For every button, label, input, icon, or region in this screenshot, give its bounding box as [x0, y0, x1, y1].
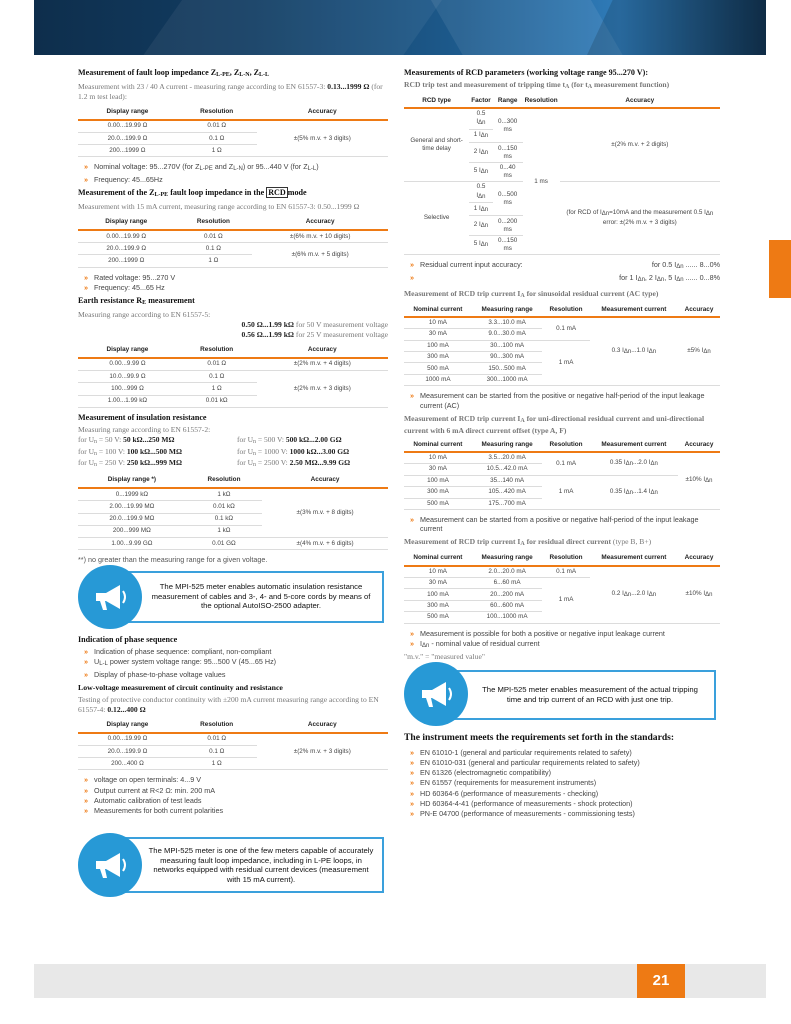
list-item: » Output current at R<2 Ω: min. 200 mA	[84, 786, 388, 795]
b-title: Measurement of RCD trip current IA for residual direct current (type B, B+)	[404, 537, 652, 548]
table-row: 10.0...99.9 Ω 0.1 Ω ±(2% m.v. + 3 digits)	[78, 371, 388, 383]
table-row: 200...1999 Ω 1 Ω	[78, 145, 388, 157]
callout-text: The MPI-525 meter is one of the few meters capable of accurately measuring fault loop impedance, including in L-PE loops, in networks equipped with residual current devices (measurement with 15 mA current).	[148, 846, 374, 884]
insulation-footnote: **) no greater than the measuring range for a given voltage.	[78, 555, 268, 565]
fault-loop-title: Measurement of fault loop impedance ZL-PE, ZL-N, ZL-L	[78, 68, 270, 78]
table-row: 10 mA 3.5...20.0 mA 0.1 mA 0.35 IΔn...2.0 IΔn ±10% IΔn	[404, 452, 720, 464]
list-item: » EN 61326 (electromagnetic compatibility)	[410, 768, 720, 777]
callout-rcd	[404, 670, 720, 720]
continuity-desc: Testing of protective conductor continuity with ±200 mA current measuring range according to EN 61557-4: 0.12...400 Ω	[78, 694, 379, 714]
list-item: for Un = 1000 V: 1000 kΩ...3.00 GΩ	[237, 446, 350, 457]
list-item: » PN-E 04700 (performance of measurements - commissioning tests)	[410, 809, 720, 818]
table-row: Selective 0.5 IΔn 0...500 ms (for RCD of IΔn=10mA and the measurement 0.5 IΔn error: ±(2% m.v. + 3 digits)	[404, 182, 720, 203]
table-row: 30 mA 6...60 mA 1 mA	[404, 577, 720, 588]
list-item: » Indication of phase sequence: compliant, non-compliant	[84, 647, 388, 656]
table-row: 100 mA 35...140 mA 1 mA 0.35 IΔn...1.4 IΔn	[404, 475, 720, 486]
lpe-rcd-desc: Measurement with 15 mA current, measuring range according to EN 61557-3: 0.50...1999 Ω	[78, 201, 360, 211]
table-row: 20.0...199.9 Ω 0.1 Ω	[78, 132, 388, 144]
list-item: » Frequency: 45...65 Hz	[84, 283, 388, 292]
list-item: for Un = 250 V: 250 kΩ...999 MΩ	[78, 458, 182, 469]
list-item: » voltage on open terminals: 4...9 V	[84, 775, 388, 784]
side-tab-marker	[769, 240, 791, 298]
table-row: 30 mA 9.0...30.0 mA	[404, 329, 720, 340]
page-header-banner	[34, 0, 766, 55]
earth-range-50v: 0.50 Ω...1.99 kΩ for 50 V measurement voltage	[241, 319, 388, 329]
lpe-rcd-title: Measurement of the ZL-PE fault loop impedance in the RCD mode	[78, 188, 307, 199]
earth-desc: Measuring range according to EN 61557-5:	[78, 309, 211, 319]
residual-accuracy	[410, 260, 720, 284]
table-row: 5 IΔn 0...40 ms	[404, 162, 720, 181]
list-item: for Un = 100 V: 100 kΩ...500 MΩ	[78, 446, 182, 457]
lpe-rcd-bullets	[84, 273, 388, 292]
mv-note: "m.v." = "measured value"	[404, 651, 485, 661]
table-row: 500 mA 150...500 mA	[404, 363, 720, 374]
fault-loop-desc: Measurement with 23 / 40 A current - measuring range according to EN 61557-3: 0.13...1999 Ω (for 1.2 m test lead):	[78, 81, 383, 101]
table-row: 2 IΔn 0...200 ms	[404, 216, 720, 235]
callout-autoiso	[78, 571, 388, 623]
b-table: Nominal current Measuring range Resolution Measurement current Accuracy 10 mA 2.0...20.0 mA 0.1 mA 0.2 IΔn...2.0 IΔn ±10% IΔn 30 mA 6...60 mA 1 mA 100 mA 20...200 mA 300 mA 60...600 mA 500 mA 100...1000 mA	[404, 552, 720, 623]
standards-list	[410, 748, 720, 819]
earth-table: Display range Resolution Accuracy 0.00...9.99 Ω 0.01 Ω ±(2% m.v. + 4 digits) 10.0...99.9 Ω 0.1 Ω ±(2% m.v. + 3 digits) 100...999 Ω 1 Ω 1.00...1.99 kΩ 0.01 kΩ	[78, 343, 388, 408]
right-column	[404, 66, 720, 822]
earth-title: Earth resistance RE measurement	[78, 296, 195, 307]
ac-note	[410, 391, 720, 409]
insulation-desc: Measuring range according to EN 61557-2:	[78, 424, 211, 434]
table-row: 200...1999 Ω 1 Ω	[78, 255, 388, 267]
phase-bullets	[84, 647, 388, 679]
trip-time-title: RCD trip test and measurement of tripping time tA (for tA measurement function)	[404, 80, 670, 91]
table-row: 1.00...1.99 kΩ 0.01 kΩ	[78, 395, 388, 407]
table-row: 0.00...19.99 Ω 0.01 Ω ±(2% m.v. + 3 digits)	[78, 733, 388, 746]
list-item: » HD 60364-4-41 (performance of measurements - shock protection)	[410, 799, 720, 808]
list-item: for Un = 50 V: 50 kΩ...250 MΩ	[78, 434, 175, 445]
continuity-table: Display range Resolution Accuracy 0.00...19.99 Ω 0.01 Ω ±(2% m.v. + 3 digits) 20.0...199.9 Ω 0.1 Ω 200...400 Ω 1 Ω	[78, 718, 388, 771]
list-item: » Measurement is possible for both a positive or negative input leakage current	[410, 629, 720, 638]
table-row: 200...400 Ω 1 Ω	[78, 758, 388, 770]
table-row: 300 mA 90...300 mA	[404, 352, 720, 363]
table-row: General and short-time delay 0.5 IΔn 0...300 ms 1 ms ±(2% m.v. + 2 digits)	[404, 108, 720, 130]
callout-text: The MPI-525 meter enables automatic insulation resistance measurement of cables and 3-, 4- and 5-core cords by means of the optional AutoISO-2500 adapter.	[151, 582, 371, 611]
list-item: » HD 60364-6 (performance of measurements - checking)	[410, 789, 720, 798]
list-item: » Automatic calibration of test leads	[84, 796, 388, 805]
table-row: 10 mA 3.3...10.0 mA 0.1 mA 0.3 IΔn...1.0 IΔn ±5% IΔn	[404, 317, 720, 329]
callout-fault-loop	[78, 837, 388, 893]
table-row: 10 mA 2.0...20.0 mA 0.1 mA 0.2 IΔn...2.0 IΔn ±10% IΔn	[404, 566, 720, 578]
table-row: 1000 mA 300...1000 mA	[404, 374, 720, 385]
ac-title: Measurement of RCD trip current IA for sinusoidal residual current (AC type)	[404, 288, 659, 299]
list-item: for Un = 500 V: 500 kΩ...2.00 GΩ	[237, 434, 342, 445]
table-row: 1 IΔn	[404, 203, 720, 216]
list-item: » IΔn - nominal value of residual current	[410, 639, 720, 651]
list-item: » Measurement can be started from the positive or negative half-period of the input leakage current (AC)	[410, 391, 720, 409]
table-row: 20.0...199.9 Ω 0.1 Ω	[78, 745, 388, 757]
standards-title: The instrument meets the requirements set forth in the standards:	[404, 731, 675, 743]
continuity-bullets	[84, 775, 388, 815]
list-item: » Nominal voltage: 95...270V (for ZL-PE and ZL-N) or 95...440 V (for ZL-L)	[84, 162, 388, 174]
table-row: 300 mA 105...420 mA	[404, 487, 720, 498]
table-row: 200...999 MΩ 1 kΩ	[78, 525, 388, 537]
table-row: 0...1999 kΩ 1 kΩ ±(3% m.v. + 8 digits)	[78, 488, 388, 501]
table-row: 500 mA 175...700 mA	[404, 498, 720, 509]
list-item: » EN 61557 (requirements for measurement instruments)	[410, 778, 720, 787]
left-column	[78, 66, 388, 905]
megaphone-icon	[404, 662, 468, 726]
insulation-table: Display range *) Resolution Accuracy 0...1999 kΩ 1 kΩ ±(3% m.v. + 8 digits) 2.00...19.99 MΩ 0.01 kΩ 20.0...199.9 MΩ 0.1 kΩ 200...999 MΩ 1 kΩ 1.00...9.99 GΩ 0.01 GΩ ±(4% m.v. + 6 digits)	[78, 473, 388, 550]
list-item: » Measurements for both current polarities	[84, 806, 388, 815]
table-row: 100...999 Ω 1 Ω	[78, 383, 388, 395]
table-row: 5 IΔn 0...150 ms	[404, 235, 720, 254]
list-item: » for 1 IΔn, 2 IΔn, 5 IΔn ...... 0...8%	[410, 273, 720, 285]
continuity-title: Low-voltage measurement of circuit continuity and resistance	[78, 682, 283, 692]
b-notes	[410, 629, 720, 651]
callout-text: The MPI-525 meter enables measurement of the actual tripping time and trip current of an RCD with just one trip.	[482, 684, 698, 704]
a-note	[410, 515, 720, 533]
list-item: » Display of phase-to-phase voltage values	[84, 670, 388, 679]
list-item: » EN 61010-031 (general and particular requirements related to safety)	[410, 758, 720, 767]
table-row: 1 IΔn	[404, 130, 720, 143]
list-item: » EN 61010-1 (general and particular requirements related to safety)	[410, 748, 720, 757]
table-row: 2 IΔn 0...150 ms	[404, 143, 720, 162]
lpe-rcd-table: Display range Resolution Accuracy 0.00...19.99 Ω 0.01 Ω ±(6% m.v. + 10 digits) 20.0...199.9 Ω 0.1 Ω ±(6% m.v. + 5 digits) 200...1999 Ω 1 Ω	[78, 215, 388, 268]
rcd-trip-time-table: RCD type Factor Range Resolution Accuracy General and short-time delay 0.5 IΔn 0...300 ms 1 ms ±(2% m.v. + 2 digits) 1 IΔn 2 IΔn 0...150 ms 5 IΔn 0...40 ms Selective 0.5 IΔn 0...500 ms (for RCD of IΔn=10mA and the measurement 0.5 IΔn error: ±(2% m.v. + 3 digits) 1 IΔn 2 IΔn 0...200 ms 5 IΔn 0...150 ms	[404, 95, 720, 255]
list-item: » Frequency: 45...65Hz	[84, 175, 388, 184]
fault-loop-table: Display range Resolution Accuracy 0.00...19.99 Ω 0.01 Ω ±(5% m.v. + 3 digits) 20.0...199.9 Ω 0.1 Ω 200...1999 Ω 1 Ω	[78, 105, 388, 158]
table-row: 0.00...9.99 Ω 0.01 Ω ±(2% m.v. + 4 digits)	[78, 358, 388, 371]
table-row: 100 mA 20...200 mA	[404, 589, 720, 600]
fault-loop-bullets	[84, 162, 388, 184]
insulation-voltage-grid	[78, 435, 388, 470]
page-number: 21	[637, 964, 685, 998]
list-item: » Residual current input accuracy: for 0.5 IΔn ...... 8...0%	[410, 260, 720, 272]
table-row: 1.00...9.99 GΩ 0.01 GΩ ±(4% m.v. + 6 digits)	[78, 538, 388, 550]
phase-title: Indication of phase sequence	[78, 634, 178, 644]
table-row: 300 mA 60...600 mA	[404, 600, 720, 611]
list-item: for Un = 2500 V: 2.50 MΩ...9.99 GΩ	[237, 458, 351, 469]
ac-table: Nominal current Measuring range Resolution Measurement current Accuracy 10 mA 3.3...10.0 mA 0.1 mA 0.3 IΔn...1.0 IΔn ±5% IΔn 30 mA 9.0...30.0 mA 100 mA 30...100 mA 1 mA 300 mA 90...300 mA 500 mA 150...500 mA 1000 mA 300...1000 mA	[404, 304, 720, 387]
table-row: 500 mA 100...1000 mA	[404, 612, 720, 623]
list-item: » UL-L power system voltage range: 95...500 V (45...65 Hz)	[84, 657, 388, 669]
insulation-title: Measurement of insulation resistance	[78, 412, 207, 422]
a-title: Measurement of RCD trip current IA for uni-directional residual current and uni-directional current with 6 mA direct current offset (type A, F)	[404, 413, 705, 435]
rcd-title: Measurements of RCD parameters (working voltage range 95...270 V):	[404, 68, 649, 77]
table-row: 100 mA 30...100 mA 1 mA	[404, 340, 720, 351]
list-item: » Rated voltage: 95...270 V	[84, 273, 388, 282]
table-row: 30 mA 10.5...42.0 mA	[404, 464, 720, 475]
a-table: Nominal current Measuring range Resolution Measurement current Accuracy 10 mA 3.5...20.0 mA 0.1 mA 0.35 IΔn...2.0 IΔn ±10% IΔn 30 mA 10.5...42.0 mA 100 mA 35...140 mA 1 mA 0.35 IΔn...1.4 IΔn 300 mA 105...420 mA 500 mA 175...700 mA	[404, 439, 720, 510]
list-item: » Measurement can be started from a positive or negative half-period of the input leakage current	[410, 515, 720, 533]
table-row: 20.0...199.9 Ω 0.1 Ω ±(6% m.v. + 5 digits)	[78, 243, 388, 255]
table-row: 0.00...19.99 Ω 0.01 Ω ±(5% m.v. + 3 digits)	[78, 120, 388, 133]
earth-range-25v: 0.56 Ω...1.99 kΩ for 25 V measurement voltage	[241, 329, 388, 339]
megaphone-icon	[78, 833, 142, 897]
megaphone-icon	[78, 565, 142, 629]
table-row: 2.00...19.99 MΩ 0.01 kΩ	[78, 501, 388, 513]
table-row: 0.00...19.99 Ω 0.01 Ω ±(6% m.v. + 10 digits)	[78, 230, 388, 243]
table-row: 20.0...199.9 MΩ 0.1 kΩ	[78, 513, 388, 525]
